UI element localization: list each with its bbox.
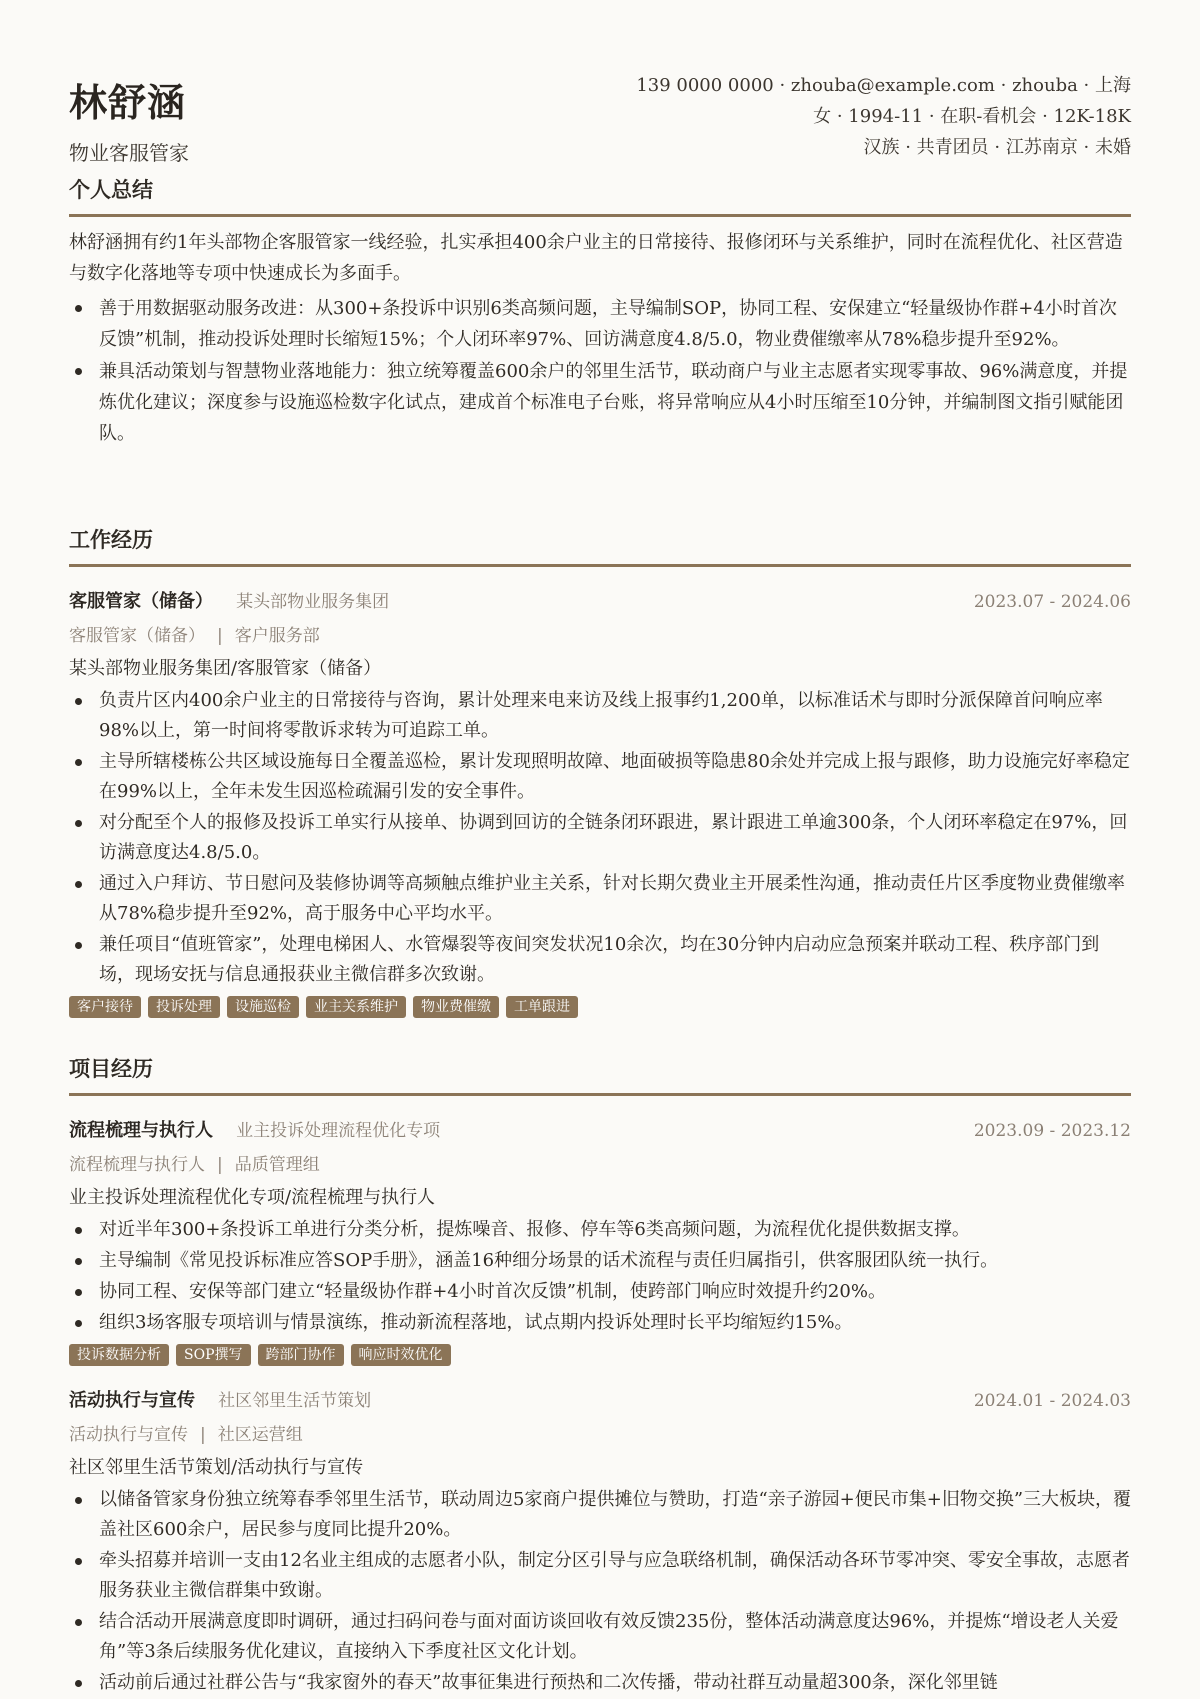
project-entry xyxy=(69,1116,1131,1366)
entry-bullets xyxy=(69,1485,1131,1698)
entry-sub-separator: | xyxy=(217,626,223,646)
entry-line: 社区邻里生活节策划/活动执行与宣传 xyxy=(69,1457,364,1478)
entry-org: 业主投诉处理流程优化专项 xyxy=(236,1121,441,1141)
entry-header xyxy=(69,1386,1131,1412)
entry-subtitle xyxy=(69,1150,1131,1175)
entry-sub-dept: 品质管理组 xyxy=(234,1155,320,1175)
contact-line: 汉族 · 共青团员 · 江苏南京 · 未婚 xyxy=(863,137,1131,158)
skill-tag: 客户接待 xyxy=(69,996,141,1018)
skill-tag: 响应时效优化 xyxy=(351,1344,451,1366)
bullet-item: 协同工程、安保等部门建立“轻量级协作群+4小时首次反馈”机制，使跨部门响应时效提升约20%。 xyxy=(69,1277,1131,1307)
entry-title: 活动执行与宣传 xyxy=(69,1390,195,1411)
skill-tag: SOP撰写 xyxy=(176,1344,251,1366)
contact-line: 女 · 1994-11 · 在职-看机会 · 12K-18K xyxy=(813,106,1131,127)
bullet-item: 对分配至个人的报修及投诉工单实行从接单、协调到回访的全链条闭环跟进，累计跟进工单逾300条，个人闭环率稳定在97%，回访满意度达4.8/5.0。 xyxy=(69,808,1131,868)
bullet-item: 兼具活动策划与智慧物业落地能力：独立统筹覆盖600余户的邻里生活节，联动商户与业主志愿者实现零事故、96%满意度，并提炼优化建议；深度参与设施巡检数字化试点，建成首个标准电子台账，将异常响应从4小时压缩至10分钟，并编制图文指引赋能团队。 xyxy=(69,356,1131,449)
entry-sub-role: 客服管家（储备） xyxy=(69,626,205,646)
skill-tag: 工单跟进 xyxy=(506,996,578,1018)
skill-tag: 设施巡检 xyxy=(227,996,299,1018)
entry-date: 2023.09 - 2023.12 xyxy=(973,1121,1131,1141)
entry-date: 2023.07 - 2024.06 xyxy=(973,592,1131,612)
bullet-item: 主导所辖楼栋公共区域设施每日全覆盖巡检，累计发现照明故障、地面破损等隐患80余处并完成上报与跟修，助力设施完好率稳定在99%以上，全年未发生因巡检疏漏引发的安全事件。 xyxy=(69,747,1131,807)
entry-title: 流程梳理与执行人 xyxy=(69,1120,213,1141)
summary-paragraph: 林舒涵拥有约1年头部物企客服管家一线经验，扎实承担400余户业主的日常接待、报修闭环与关系维护，同时在流程优化、社区营造与数字化落地等专项中快速成长为多面手。 xyxy=(69,232,1123,284)
entry-subtitle xyxy=(69,621,1131,646)
section-title: 工作经历 xyxy=(69,524,1131,567)
resume-header xyxy=(69,0,1131,168)
candidate-name: 林舒涵 xyxy=(69,80,187,125)
bullet-item: 通过入户拜访、节日慰问及装修协调等高频触点维护业主关系，针对长期欠费业主开展柔性沟通，推动责任片区季度物业费催缴率从78%稳步提升至92%，高于服务中心平均水平。 xyxy=(69,869,1131,929)
entry-sub-separator: | xyxy=(217,1155,223,1175)
skill-tag: 投诉数据分析 xyxy=(69,1344,169,1366)
entry-bullets xyxy=(69,1215,1131,1338)
bullet-item: 兼任项目“值班管家”，处理电梯困人、水管爆裂等夜间突发状况10余次，均在30分钟内启动应急预案并联动工程、秩序部门到场，现场安抚与信息通报获业主微信群多次致谢。 xyxy=(69,930,1131,990)
bullet-item: 对近半年300+条投诉工单进行分类分析，提炼噪音、报修、停车等6类高频问题，为流程优化提供数据支撑。 xyxy=(69,1215,1131,1245)
entry-header xyxy=(69,1116,1131,1142)
contact-info xyxy=(636,70,1131,163)
bullet-item: 组织3场客服专项培训与情景演练，推动新流程落地，试点期内投诉处理时长平均缩短约15%。 xyxy=(69,1308,1131,1338)
summary-bullets xyxy=(69,293,1131,449)
bullet-item: 以储备管家身份独立统筹春季邻里生活节，联动周边5家商户提供摊位与赞助，打造“亲子游园+便民市集+旧物交换”三大板块，覆盖社区600余户，居民参与度同比提升20%。 xyxy=(69,1485,1131,1545)
contact-line: 139 0000 0000 · zhouba@example.com · zhouba · 上海 xyxy=(636,75,1131,96)
bullet-item: 负责片区内400余户业主的日常接待与咨询，累计处理来电来访及线上报事约1,200单，以标准话术与即时分派保障首问响应率98%以上，第一时间将零散诉求转为可追踪工单。 xyxy=(69,686,1131,746)
entry-bullets xyxy=(69,686,1131,990)
entry-title: 客服管家（储备） xyxy=(69,591,213,612)
entry-line: 某头部物业服务集团/客服管家（储备） xyxy=(69,658,382,679)
skill-tag: 物业费催缴 xyxy=(413,996,499,1018)
skill-tag: 业主关系维护 xyxy=(306,996,406,1018)
entry-sub-role: 流程梳理与执行人 xyxy=(69,1155,205,1175)
candidate-role: 物业客服管家 xyxy=(69,141,189,165)
bullet-item: 活动前后通过社群公告与“我家窗外的春天”故事征集进行预热和二次传播，带动社群互动量超300条，深化邻里链 xyxy=(69,1668,1131,1698)
entry-sub-separator: | xyxy=(200,1425,206,1445)
entry-line: 业主投诉处理流程优化专项/流程梳理与执行人 xyxy=(69,1187,436,1208)
work-entry xyxy=(69,587,1131,1018)
entry-date: 2024.01 - 2024.03 xyxy=(973,1391,1131,1411)
bullet-item: 牵头招募并培训一支由12名业主组成的志愿者小队，制定分区引导与应急联络机制，确保活动各环节零冲突、零安全事故，志愿者服务获业主微信群集中致谢。 xyxy=(69,1546,1131,1606)
skill-tags xyxy=(69,996,1131,1018)
skill-tag: 跨部门协作 xyxy=(258,1344,344,1366)
bullet-item: 主导编制《常见投诉标准应答SOP手册》，涵盖16种细分场景的话术流程与责任归属指引，供客服团队统一执行。 xyxy=(69,1246,1131,1276)
project-entry xyxy=(69,1386,1131,1698)
entry-org: 社区邻里生活节策划 xyxy=(218,1391,372,1411)
entry-sub-dept: 客户服务部 xyxy=(234,626,320,646)
summary-section xyxy=(69,174,1131,450)
skill-tags xyxy=(69,1344,1131,1366)
entry-header xyxy=(69,587,1131,613)
entry-subtitle xyxy=(69,1420,1131,1445)
bullet-item: 善于用数据驱动服务改进：从300+条投诉中识别6类高频问题，主导编制SOP，协同工程、安保建立“轻量级协作群+4小时首次反馈”机制，推动投诉处理时长缩短15%；个人闭环率97%、回访满意度4.8/5.0，物业费催缴率从78%稳步提升至92%。 xyxy=(69,293,1131,355)
entry-sub-role: 活动执行与宣传 xyxy=(69,1425,188,1445)
skill-tag: 投诉处理 xyxy=(148,996,220,1018)
section-title: 项目经历 xyxy=(69,1053,1131,1096)
bullet-item: 结合活动开展满意度即时调研，通过扫码问卷与面对面访谈回收有效反馈235份，整体活动满意度达96%，并提炼“增设老人关爱角”等3条后续服务优化建议，直接纳入下季度社区文化计划。 xyxy=(69,1607,1131,1667)
work-section xyxy=(69,524,1131,1018)
section-title: 个人总结 xyxy=(69,174,1131,217)
entry-org: 某头部物业服务集团 xyxy=(236,592,390,612)
projects-section xyxy=(69,1053,1131,1699)
entry-sub-dept: 社区运营组 xyxy=(217,1425,303,1445)
